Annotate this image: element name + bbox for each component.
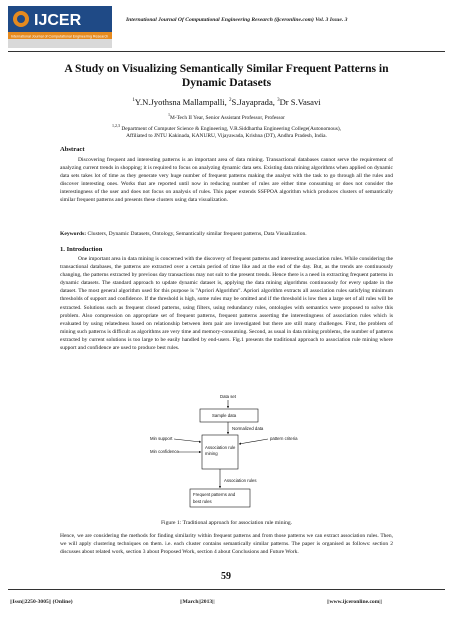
keywords	[60, 231, 393, 237]
aff-sup-1: 1	[168, 112, 171, 117]
fig-association-rules-label: Association rules	[224, 478, 257, 483]
affiliation	[30, 111, 423, 140]
abstract-heading: Abstract	[60, 146, 85, 153]
author-3-sup: 3	[277, 98, 280, 104]
affiliation-line-3: Affiliated to JNTU Kakinada, KANURU, Vijayawada, Krishna (DT), Andhra Pradesh, India.	[126, 133, 327, 139]
affiliation-line-1	[30, 111, 423, 122]
author-2-sup: 2	[228, 98, 232, 104]
keywords-text: Clusters, Dynamic Datasets, Ontology, Semantically similar frequent patterns, Data Visualization.	[87, 231, 307, 237]
fig-sample-data-label: Sample data	[212, 413, 237, 418]
author-1-sup: 1	[132, 98, 135, 104]
fig-output-label-1: Frequent patterns and	[193, 492, 236, 497]
fig-pattern-criteria-label: pattern criteria	[270, 436, 298, 441]
fig-min-support-label: Min support	[150, 436, 173, 441]
fig-min-confidence-label: Min confidence	[150, 449, 179, 454]
fig-data-set-label: Data set	[220, 394, 237, 399]
footer-date: ||March||2013||	[180, 599, 215, 605]
author-1: Y.N.Jyothsna Mallampalli,	[134, 97, 227, 107]
paper-title: A Study on Visualizing Semantically Similar Frequent Patterns in Dynamic Datasets	[64, 62, 389, 89]
footer-issn: ||Issn||2250-3005|| (Online)	[10, 599, 73, 605]
fig-normalized-data-label: Normalized data	[232, 426, 264, 431]
page-number: 59	[221, 571, 231, 582]
aff-sup-dept: 1,2,3	[112, 123, 121, 128]
logo-subtitle: International Journal of Computational Engineering Research	[11, 34, 109, 39]
figure-1-diagram	[150, 392, 310, 517]
fig-arrow-criteria	[239, 439, 268, 444]
affiliation-line-2	[30, 122, 423, 133]
footer-divider	[8, 589, 445, 590]
footer-website: ||www.ijceronline.com||	[327, 599, 382, 605]
logo-text: IJCER	[34, 12, 82, 29]
author-3: Dr S.Vasavi	[279, 97, 321, 107]
journal-logo	[8, 6, 112, 48]
fig-arm-label-1: Association rule	[205, 445, 236, 450]
journal-header-line: International Journal Of Computational Engineering Research (ijceronline.com) Vol. 3 Issue. 3	[126, 17, 348, 23]
fig-arm-label-2: mining	[205, 451, 218, 456]
post-figure-text: Hence, we are considering the methods for finding similarity within frequent patterns and from those patterns we can extract association rules. Then, we will apply clustering techniques on them. i.e. each cluster contains semantically similar patterns. The paper is organised as follows: section 2 discusses about related work, section 3 about Proposed Work, section 4 about Conclusions and Future Work.	[60, 533, 393, 556]
abstract-text: Discovering frequent and interesting patterns is an important area of data mining. Transactional databases cannot serve the requirement of analyzing current trends in shopping; it is required to focus on analyzing dynamic data sets. Existing data mining algorithms when applied on dynamic data sets takes lot of time as they generate very huge number of frequent patterns making the analyst with the task to go through all the rules and discover interesting ones. Works that are reported until now in reducing number of rules are either time consuming or does not consider the interestingness of the user and does not focus on analysis of rules. This paper extends SSFPOA algorithm which produces clusters of semantically similar frequent patterns and presents these clusters using data visualization.	[60, 157, 393, 204]
affiliation-department: Department of Computer Science & Engineering, V.R.Siddhartha Engineering College(Autonomous),	[121, 125, 341, 132]
fig-output-label-2: best rules	[193, 499, 212, 504]
figure-1-caption: Figure 1: Traditional approach for association rule mining.	[160, 520, 293, 526]
keywords-label: Keywords:	[60, 231, 87, 237]
intro-text: One important area in data mining is concerned with the discovery of frequent patterns and interesting association rules. While considering the transactional databases, the patterns are extracted over a certain period of time like and at the end of the day. But, as the trends are continuously changing, the patterns extracted by previous day transactions may not suit to the present trends. Hence there is a need in extracting frequent patterns in dynamic datasets. The standard approach to update dynamic dataset is, applying the data mining algorithms continuously for every update in the dataset. The most general algorithm used for this purpose is "Apriori Algorithm". Apriori algorithm extracts all association rules satisfying minimum thresholds of support and confidence. If the threshold is high, some rules may be omitted and if the threshold is low then a large set of all rules will be extracted. Solutions such as frequent closed patterns, using filters, using redundancy rules, ontologies with semantics were proposed to solve this problem. Also compression on appropriate set of frequent patterns, frequent patterns asserting the interestingness of association rules which is evaluated by using relatedness based on relationship between item pair are investigated but there are still many challenges. First, the problem of mining such patterns is difficult as algorithms are very time and memory-consuming. Second, as usual in data mining problems, the number of patterns extracted by current solutions is too large to be easily handled by end-users. Fig.1 presents the traditional approach to association rule mining where support and confidence are used to produce best rules.	[60, 256, 393, 352]
fig-arrow-support	[174, 439, 201, 442]
header-divider	[8, 51, 445, 52]
author-2: S.Jayaprada,	[231, 97, 275, 107]
author-list	[30, 97, 423, 107]
affiliation-roles: M-Tech II Year, Senior Assistant Professor, Professor	[170, 114, 285, 121]
intro-heading: 1. Introduction	[60, 246, 103, 253]
